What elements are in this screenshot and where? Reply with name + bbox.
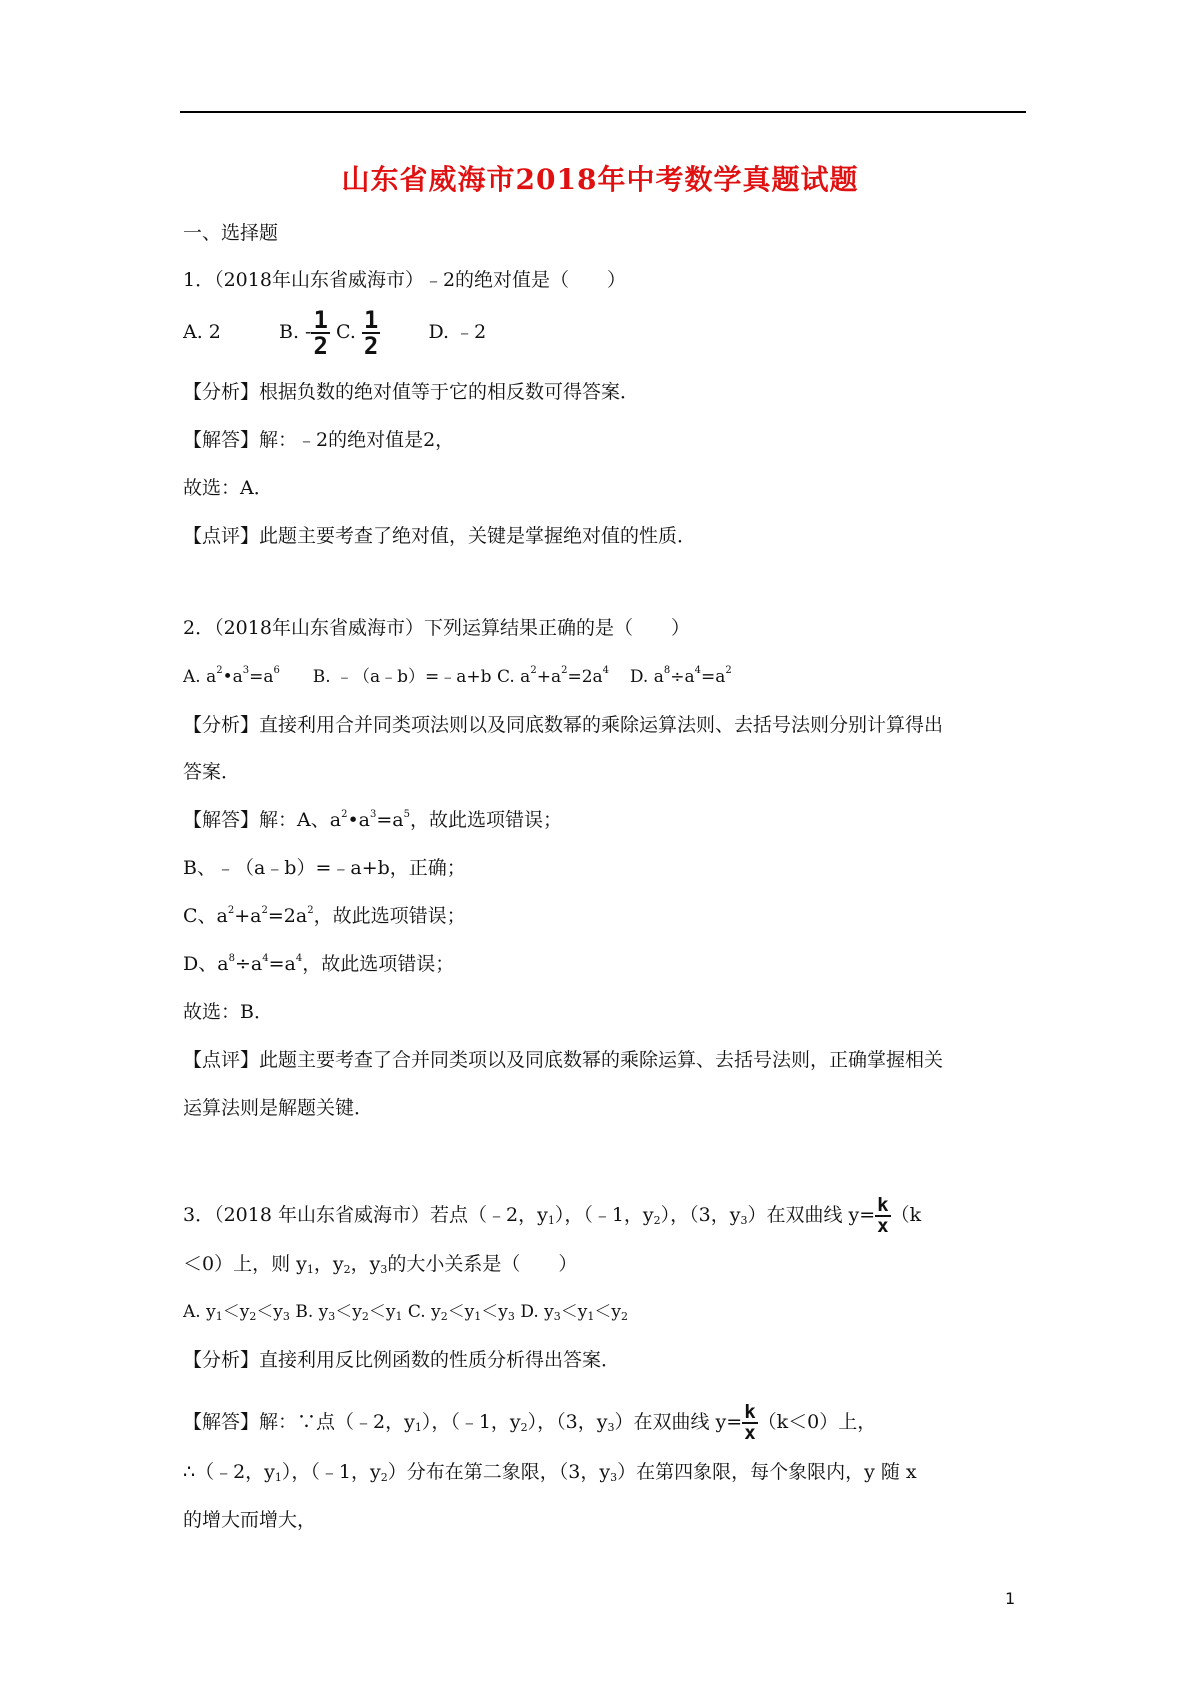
q2-option-d: D. $a^8\div a^4=a^2$ bbox=[629, 665, 732, 687]
q2-analysis-line2: 答案． bbox=[183, 761, 241, 783]
q2-option-a: A. $a^2•a^3=a^6$ bbox=[183, 665, 280, 687]
q1-option-c-fraction: $\frac{1}{2}$ bbox=[363, 306, 379, 360]
q3-solution-line1: 【解答】解：∵点（﹣2，$y_1$），（﹣1，$y_2$），（3，$y_3$）在双曲线 y= $\frac{k}{x}$ （k＜0）上， bbox=[183, 1401, 877, 1444]
q3-k-over-x-fraction: $\frac{k}{x}$ bbox=[877, 1194, 889, 1237]
q1-option-c: C. bbox=[335, 321, 356, 343]
q1-option-d: D. ﹣2 bbox=[428, 321, 487, 343]
q2-options bbox=[183, 665, 732, 689]
q1-comment: 【点评】此题主要考查了绝对值，关键是掌握绝对值的性质． bbox=[183, 525, 697, 547]
page-title: 山东省威海市2018年中考数学真题试题 bbox=[341, 163, 859, 196]
q3-option-b: B. $y_3<y_2<y_1$ bbox=[295, 1302, 403, 1323]
q3-solution-line3: 的增大而增大， bbox=[183, 1509, 317, 1531]
q2-choice: 故选：B． bbox=[183, 1001, 273, 1023]
q1-option-b: B. - bbox=[278, 321, 312, 343]
q3-analysis: 【分析】直接利用反比例函数的性质分析得出答案． bbox=[183, 1349, 621, 1371]
q3-solution-fraction: $\frac{k}{x}$ bbox=[744, 1401, 756, 1444]
q2-solution-c: C、$a^2+a^2=2a^2$，故此选项错误； bbox=[183, 905, 466, 927]
q1-option-a: A. 2 bbox=[183, 321, 221, 343]
q3-solution-line2: ∴（﹣2，$y_1$），（﹣1，$y_2$）分布在第二象限，（3，$y_3$）在第四象限，每个象限内，y 随 x bbox=[183, 1461, 917, 1484]
section-heading: 一、选择题 bbox=[183, 222, 279, 244]
q2-solution-d: D、$a^8\div a^4=a^4$，故此选项错误； bbox=[183, 953, 455, 975]
q3-options bbox=[183, 1300, 628, 1324]
q2-solution-a: 【解答】解：A、$a^2•a^3=a^5$，故此选项错误； bbox=[183, 809, 562, 831]
q1-solution: 【解答】解：﹣2的绝对值是2， bbox=[183, 429, 455, 451]
q3-stem-line1: 3．（2018 年山东省威海市）若点（﹣2，$y_1$），（﹣1，$y_2$），（3，$y_3$）在双曲线 y= $\frac{k}{x}$ （k bbox=[183, 1194, 922, 1237]
q3-option-a: A. $y_1<y_2<y_3$ bbox=[183, 1302, 290, 1323]
q3-stem-line2: ＜0）上，则 $y_1$，$y_2$，$y_3$的大小关系是（ ） bbox=[183, 1253, 578, 1276]
q1-choice: 故选：A． bbox=[183, 477, 273, 499]
q2-stem: 2．（2018年山东省威海市）下列运算结果正确的是（ ） bbox=[183, 617, 690, 639]
page-number: 1 bbox=[1005, 1589, 1016, 1608]
q2-comment-line2: 运算法则是解题关键． bbox=[183, 1097, 374, 1119]
q2-solution-b: B、﹣（a﹣b）=﹣a+b，正确； bbox=[183, 857, 466, 879]
q1-option-b-fraction: $\frac{1}{2}$ bbox=[313, 306, 328, 360]
q3-option-d: D. $y_3<y_1<y_2$ bbox=[520, 1302, 628, 1323]
q2-option-c: C. $a^2+a^2=2a^4$ bbox=[496, 665, 610, 687]
header-rule bbox=[180, 111, 1026, 113]
q2-option-b: B. ﹣（a﹣b）=﹣a+b bbox=[312, 667, 492, 687]
q1-stem: 1．（2018年山东省威海市）﹣2的绝对值是（ ） bbox=[183, 269, 627, 291]
q2-analysis-line1: 【分析】直接利用合并同类项法则以及同底数幂的乘除运算法则、去括号法则分别计算得出 bbox=[183, 714, 944, 736]
q1-options bbox=[183, 308, 486, 358]
q2-comment-line1: 【点评】此题主要考查了合并同类项以及同底数幂的乘除运算、去括号法则，正确掌握相关 bbox=[183, 1049, 944, 1071]
q1-analysis: 【分析】根据负数的绝对值等于它的相反数可得答案． bbox=[183, 381, 640, 403]
q3-option-c: C. $y_2<y_1<y_3$ bbox=[407, 1302, 515, 1323]
